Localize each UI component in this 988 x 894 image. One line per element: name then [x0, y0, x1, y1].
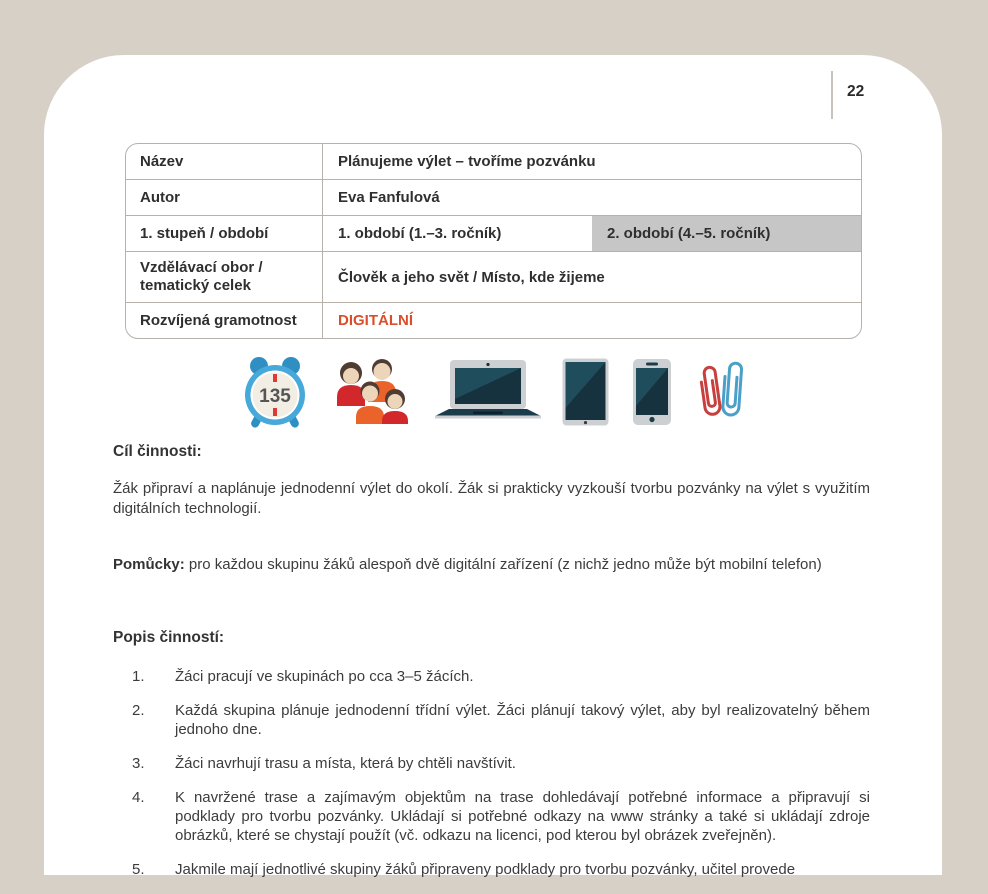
table-row [126, 179, 861, 215]
smartphone-icon [633, 359, 671, 430]
duration-label: 135 [259, 386, 291, 407]
row-value-nazev: Plánujeme výlet – tvoříme pozvánku [338, 153, 596, 170]
row-value-obor: Člověk a jeho svět / Místo, kde žijeme [338, 268, 605, 286]
table-row [126, 215, 861, 251]
aids-text: pro každou skupinu žáků alespoň dvě digitální zařízení (z nichž jedno může být mobilní telefon) [184, 556, 822, 573]
row-label-nazev: Název [126, 144, 323, 179]
row-label-stupen: 1. stupeň / období [126, 216, 323, 251]
table-row [126, 251, 861, 302]
row-value-autor: Eva Fanfulová [338, 189, 440, 206]
step-item-5: Jakmile mají jednotlivé skupiny žáků připraveny podklady pro tvorbu pozvánky, učitel provede [175, 861, 796, 878]
step-item-3: Žáci navrhují trasu a místa, která by chtěli navštívit. [175, 755, 516, 772]
step-item-4: K navržené trase a zajímavým objektům na trase dohledávají potřebné informace a připravují si podklady pro tvorbu pozvánky. Ukládají si potřebné odkazy na www stránky a také si ukládají zdroje obrázků, které se chystají použít (vč. odkazu na licenci, pod kterou byl obrázek zveřejněn). [175, 789, 870, 844]
aids-label: Pomůcky: [113, 556, 185, 573]
alarm-clock-icon [243, 354, 307, 435]
table-row [126, 144, 861, 179]
header-divider [831, 71, 833, 119]
row-value-stupen [323, 216, 861, 251]
aids-paragraph [113, 555, 870, 575]
row-label-obor: Vzdělávací obor / tematický celek [126, 252, 323, 302]
laptop-icon [435, 360, 541, 425]
tablet-icon [562, 358, 609, 431]
step-item-2: Každá skupina plánuje jednodenní třídní výlet. Žáci plánují takový výlet, aby byl realizovatelný během jednoho dne. [175, 702, 870, 738]
row-value-gramotnost: DIGITÁLNÍ [338, 312, 413, 329]
row-label-autor: Autor [126, 180, 323, 215]
metadata-table [125, 143, 862, 339]
goal-heading: Cíl činnosti: [113, 443, 202, 460]
steps-heading: Popis činností: [113, 629, 225, 646]
paperclips-icon [691, 357, 747, 430]
goal-paragraph: Žák připraví a naplánuje jednodenní výlet do okolí. Žák si prakticky vyzkouší tvorbu pozvánky na výlet s využitím digitálních technologií. [113, 480, 870, 517]
step-item-1: Žáci pracují ve skupinách po cca 3–5 žácích. [175, 668, 474, 685]
table-row [126, 302, 861, 338]
page-number: 22 [847, 83, 865, 100]
pictogram-row [44, 354, 942, 430]
period-2-cell-highlighted: 2. období (4.–5. ročník) [592, 216, 861, 251]
steps-list [113, 667, 870, 894]
student-group-icon [329, 358, 411, 429]
period-1-cell: 1. období (1.–3. ročník) [338, 225, 502, 242]
document-page [44, 55, 942, 878]
row-label-gramotnost: Rozvíjená gramotnost [126, 303, 323, 338]
